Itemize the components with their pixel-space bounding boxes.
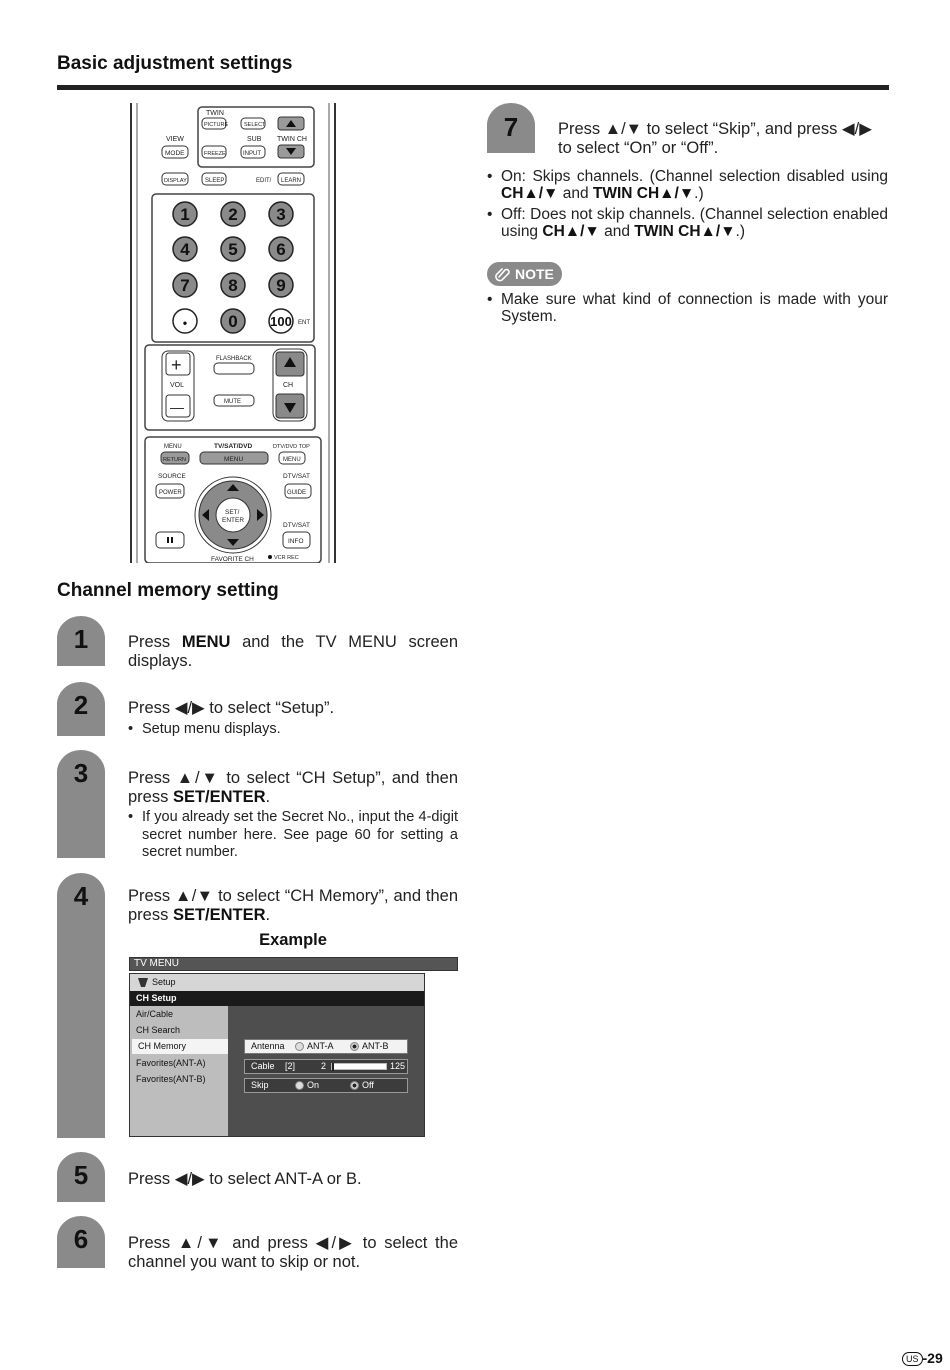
keypad-key-9 xyxy=(269,273,293,297)
menu-item-favorites-ant-a[interactable]: Favorites(ANT-A) xyxy=(136,1058,206,1068)
header-rule xyxy=(57,85,889,90)
svg-text:•: • xyxy=(182,316,188,330)
step-1-text: Press MENU and the TV MENU screen displays. xyxy=(128,633,459,670)
step-6-number: 6 xyxy=(73,1224,89,1254)
menu-item-ch-memory[interactable]: CH Memory xyxy=(132,1039,228,1054)
keypad-key-2 xyxy=(221,202,245,226)
skip-on-label: On xyxy=(307,1080,320,1090)
tv-ch-setup-row: CH Setup xyxy=(130,991,424,1006)
step-7-text: Press ▲/▼ to select “Skip”, and press ◀/▶ to select “On” or “Off”. xyxy=(558,120,872,157)
remote-label-enter: ENTER xyxy=(222,517,245,524)
remote-label-source: SOURCE xyxy=(158,473,186,480)
remote-label-select: SELECT xyxy=(244,122,266,128)
skip-on-radio[interactable] xyxy=(295,1081,304,1090)
svg-text:8: 8 xyxy=(228,276,238,295)
keypad-key-100 xyxy=(269,309,293,333)
step-1-number: 1 xyxy=(73,624,89,654)
note-badge xyxy=(487,262,562,286)
keypad-key-8 xyxy=(221,273,245,297)
keypad-key-6 xyxy=(269,237,293,261)
cable-channel: [2] xyxy=(285,1061,296,1071)
remote-label-power: POWER xyxy=(159,490,182,496)
cable-option-row[interactable] xyxy=(244,1059,408,1074)
ant-a-label: ANT-A xyxy=(307,1041,334,1051)
cable-slider-knob[interactable] xyxy=(332,1063,334,1071)
remote-label-ent: ENT xyxy=(298,320,310,326)
step-6-block xyxy=(57,1216,105,1268)
remote-label-sleep: SLEEP xyxy=(205,178,225,184)
keypad-key-dot xyxy=(173,309,197,333)
keypad xyxy=(173,202,293,333)
skip-on-bullet: • On: Skips channels. (Channel selection disabled using CH▲/▼ and TWIN CH▲/▼.) xyxy=(487,168,888,202)
menu-item-favorites-ant-b[interactable]: Favorites(ANT-B) xyxy=(136,1074,206,1084)
section-title: Channel memory setting xyxy=(57,580,279,601)
svg-text:4: 4 xyxy=(180,240,190,259)
remote-label-ch: CH xyxy=(283,382,294,389)
remote-label-set: SET/ xyxy=(225,509,240,516)
skip-off-label: Off xyxy=(362,1080,374,1090)
svg-text:2: 2 xyxy=(228,205,238,224)
cable-value: 2 xyxy=(321,1061,327,1071)
step-6-text: Press ▲/▼ and press ◀/▶ to select the channel you want to skip or not. xyxy=(128,1234,458,1271)
remote-label-twin: TWIN xyxy=(206,110,224,117)
setup-icon xyxy=(138,978,148,987)
note-label: NOTE xyxy=(515,266,554,282)
keypad-key-3 xyxy=(269,202,293,226)
tv-menu-panel xyxy=(129,973,425,1137)
tv-setup-row xyxy=(130,974,424,991)
remote-label-sub: SUB xyxy=(247,136,262,143)
step-1-block xyxy=(57,616,105,666)
remote-label-twin-ch: TWIN CH xyxy=(277,136,307,143)
remote-label-menu: MENU xyxy=(224,456,244,463)
cable-slider[interactable] xyxy=(331,1063,387,1070)
step-7-number: 7 xyxy=(503,112,519,142)
ant-b-radio[interactable] xyxy=(350,1042,359,1051)
remote-label-return: RETURN xyxy=(163,457,186,463)
menu-item-ch-search[interactable]: CH Search xyxy=(136,1025,181,1035)
antenna-option-row[interactable] xyxy=(244,1039,408,1054)
remote-label-dtvdvd-top: DTV/DVD TOP xyxy=(273,444,310,450)
step-3-bullet: • If you already set the Secret No., input the 4-digit secret number here. See page 60 for setting a secret number. xyxy=(128,809,458,862)
ant-b-label: ANT-B xyxy=(362,1041,389,1051)
page-number xyxy=(902,1350,943,1366)
svg-text:6: 6 xyxy=(276,240,286,259)
svg-text:0: 0 xyxy=(228,312,238,331)
remote-control-illustration xyxy=(128,103,338,563)
step-3-text: Press ▲/▼ to select “CH Setup”, and then press SET/ENTER. xyxy=(128,769,458,806)
remote-label-picture: PICTURE xyxy=(204,122,229,128)
svg-text:9: 9 xyxy=(276,276,286,295)
remote-label-input: INPUT xyxy=(243,151,261,157)
step-3-block xyxy=(57,750,105,858)
remote-label-view: VIEW xyxy=(166,136,184,143)
remote-vol-minus: — xyxy=(170,399,184,415)
remote-label-favorite: FAVORITE CH xyxy=(211,556,254,563)
menu-item-air-cable[interactable]: Air/Cable xyxy=(136,1009,174,1019)
cable-label: Cable xyxy=(251,1061,275,1071)
step-4-text: Press ▲/▼ to select “CH Memory”, and then press SET/ENTER. xyxy=(128,887,458,924)
remote-label-dtvsat1: DTV/SAT xyxy=(283,473,310,480)
remote-vol-plus: + xyxy=(171,355,182,375)
step-3-number: 3 xyxy=(73,758,89,788)
remote-label-guide: GUIDE xyxy=(287,490,307,496)
example-label: Example xyxy=(259,931,327,949)
remote-label-learn: LEARN xyxy=(281,178,302,184)
skip-label: Skip xyxy=(251,1080,269,1090)
antenna-label: Antenna xyxy=(251,1041,285,1051)
keypad-key-4 xyxy=(173,237,197,261)
svg-text:5: 5 xyxy=(228,240,238,259)
keypad-key-1 xyxy=(173,202,197,226)
keypad-key-7 xyxy=(173,273,197,297)
step-2-text: Press ◀/▶ to select “Setup”. xyxy=(128,699,335,717)
remote-label-info: INFO xyxy=(288,538,304,545)
keypad-key-0 xyxy=(221,309,245,333)
remote-label-vol: VOL xyxy=(170,382,185,389)
step-4-number: 4 xyxy=(73,881,89,911)
svg-text:7: 7 xyxy=(180,276,190,295)
remote-label-tvsatdvd: TV/SAT/DVD xyxy=(214,443,253,450)
remote-label-menu2: MENU xyxy=(283,457,301,463)
region-badge: US xyxy=(902,1352,923,1366)
remote-label-menu-top: MENU xyxy=(164,444,182,450)
svg-text:1: 1 xyxy=(180,205,190,224)
tv-menu-list xyxy=(130,1006,228,1136)
svg-text:100: 100 xyxy=(270,314,292,329)
remote-label-mute: MUTE xyxy=(224,399,241,405)
step-2-bullet: • Setup menu displays. xyxy=(128,721,458,739)
remote-label-display: DISPLAY xyxy=(164,178,187,184)
remote-label-freeze: FREEZE xyxy=(204,151,226,157)
step-5-block xyxy=(57,1152,105,1202)
step-2-block xyxy=(57,682,105,736)
remote-label-vcrrec: VCR REC xyxy=(274,555,299,561)
svg-text:3: 3 xyxy=(276,205,286,224)
skip-off-bullet: • Off: Does not skip channels. (Channel selection enabled using CH▲/▼ and TWIN CH▲/▼.) xyxy=(487,206,888,240)
paperclip-icon xyxy=(495,266,511,282)
step-2-number: 2 xyxy=(73,690,89,720)
step-4-block xyxy=(57,873,105,1138)
step-5-number: 5 xyxy=(73,1160,89,1190)
skip-off-radio[interactable] xyxy=(350,1081,359,1090)
remote-label-dtvsat2: DTV/SAT xyxy=(283,522,310,529)
skip-option-row[interactable] xyxy=(244,1078,408,1093)
step-5-text: Press ◀/▶ to select ANT-A or B. xyxy=(128,1170,362,1188)
remote-label-flashback: FLASHBACK xyxy=(216,356,252,362)
page-number-text: -29 xyxy=(922,1350,943,1366)
ant-a-radio[interactable] xyxy=(295,1042,304,1051)
cable-max: 125 xyxy=(390,1061,406,1071)
remote-label-edit: EDIT/ xyxy=(256,178,272,184)
tv-setup-label: Setup xyxy=(152,977,176,987)
note-bullet: • Make sure what kind of connection is made with your System. xyxy=(487,291,888,325)
page-section-title: Basic adjustment settings xyxy=(57,53,293,74)
remote-label-mode: MODE xyxy=(165,150,185,157)
tv-menu-title-bar: TV MENU xyxy=(129,957,458,971)
keypad-key-5 xyxy=(221,237,245,261)
